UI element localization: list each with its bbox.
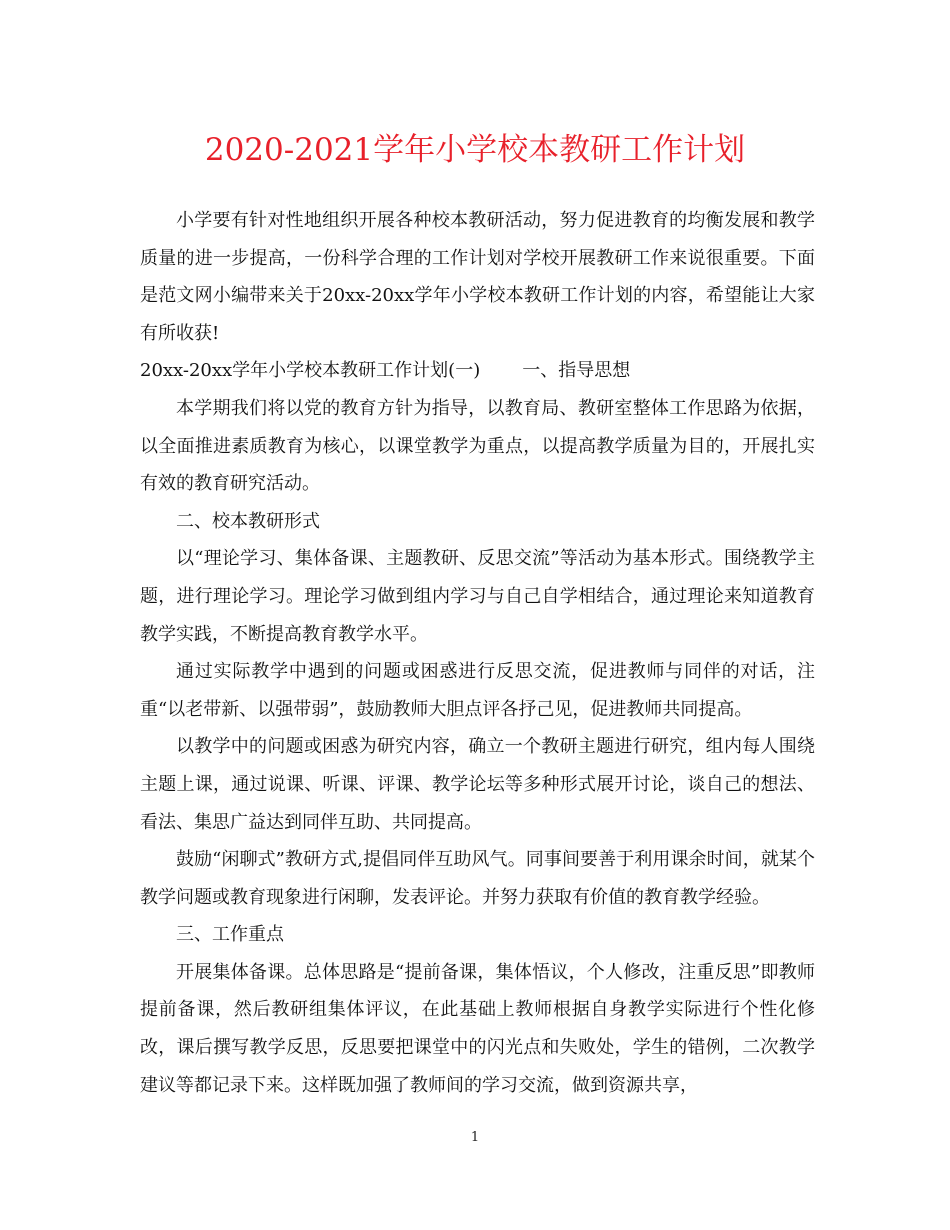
intro-paragraph: 小学要有针对性地组织开展各种校本教研活动，努力促进教育的均衡发展和教学质量的进一步提高，一份科学合理的工作计划对学校开展教研工作来说很重要。下面是范文网小编带来关于20xx-20xx学年小学校本教研工作计划的内容，希望能让大家有所收获! <box>140 210 815 344</box>
section3-paragraph-1: 开展集体备课。总体思路是“提前备课，集体悟议，个人修改，注重反思”即教师提前备课，然后教研组集体评议，在此基础上教师根据自身教学实际进行个性化修改，课后撰写教学反思，反思要把课堂中的闪光点和失败处，学生的错例，二次教学建议等都记录下来。这样既加强了教师间的学习交流，做到资源共享， <box>140 961 815 1096</box>
document-body <box>140 202 815 1104</box>
section-heading-3: 三、工作重点 <box>176 924 284 946</box>
section2-paragraph-3: 以教学中的问题或困惑为研究内容，确立一个教研主题进行研究，组内每人围绕主题上课，通过说课、听课、评课、教学论坛等多种形式展开讨论，谈自己的想法、看法、集思广益达到同伴互助、共同提高。 <box>140 736 815 833</box>
section-heading-1: 一、指导思想 <box>522 360 631 382</box>
section-heading-2: 二、校本教研形式 <box>176 510 320 532</box>
section2-paragraph-2: 通过实际教学中遇到的问题或困惑进行反思交流，促进教师与同伴的对话，注重“以老带新、以强带弱”，鼓励教师大胆点评各抒己见，促进教师共同提高。 <box>140 661 815 720</box>
plan-heading: 20xx-20xx学年小学校本教研工作计划(一) <box>140 360 481 382</box>
section2-paragraph-1: 以“理论学习、集体备课、主题教研、反思交流”等活动为基本形式。围绕教学主题，进行理论学习。理论学习做到组内学习与自己自学相结合，通过理论来知道教育教学实践，不断提高教育教学水平。 <box>140 548 815 645</box>
section1-paragraph: 本学期我们将以党的教育方针为指导，以教育局、教研室整体工作思路为依据，以全面推进素质教育为核心，以课堂教学为重点，以提高教学质量为目的，开展扎实有效的教育研究活动。 <box>140 397 815 495</box>
section2-paragraph-4: 鼓励“闲聊式”教研方式,提倡同伴互助风气。同事间要善于利用课余时间，就某个教学问题或教育现象进行闲聊，发表评论。并努力获取有价值的教育教学经验。 <box>140 849 815 908</box>
document-title: 2020-2021学年小学校本教研工作计划 <box>204 132 746 168</box>
plan-heading-line <box>140 352 815 390</box>
page-number: 1 <box>470 1130 480 1145</box>
